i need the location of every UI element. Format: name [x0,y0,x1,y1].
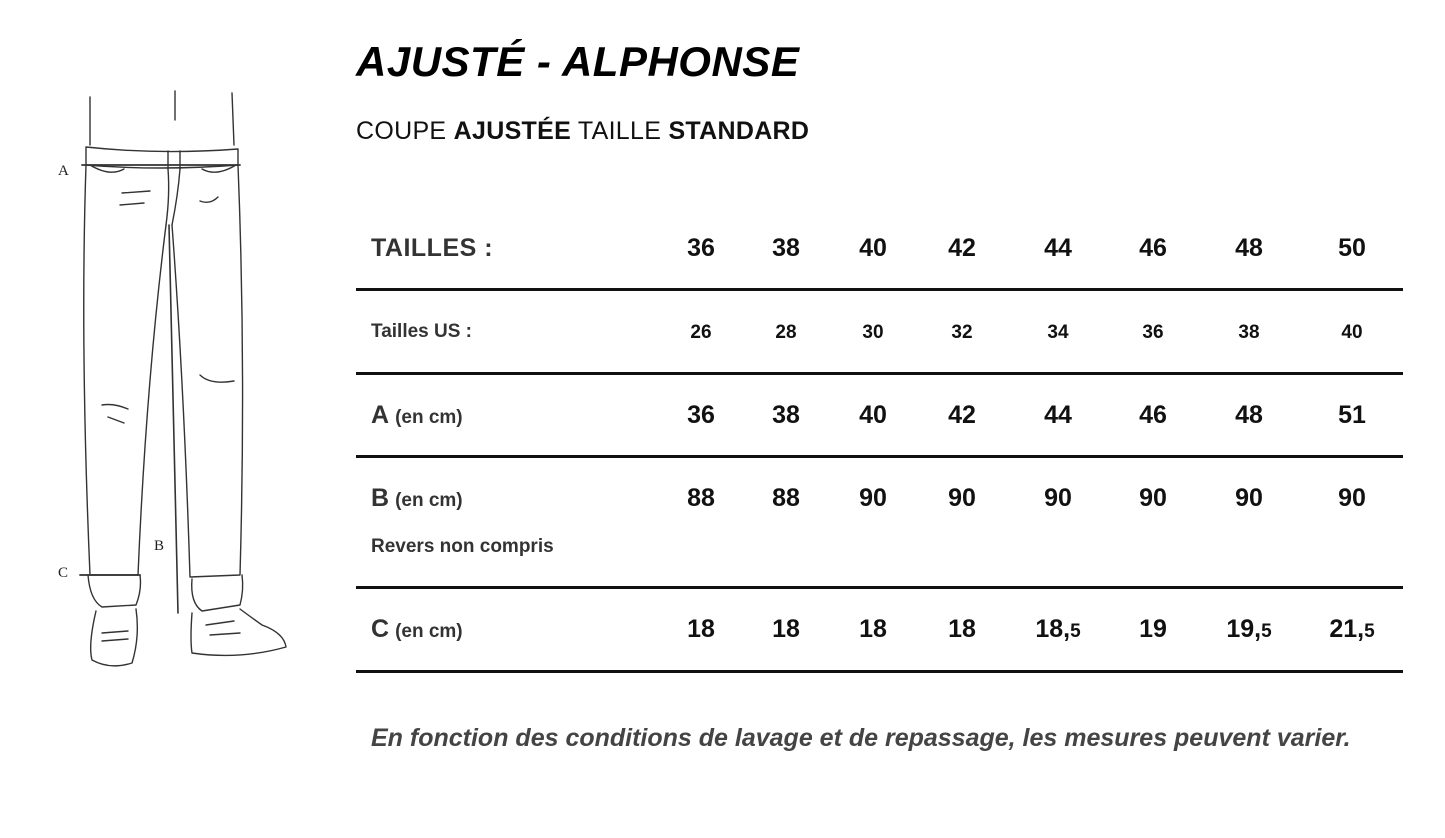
size-table [356,208,1403,673]
fit-subtitle [356,117,809,146]
measure-b-cell: 90 [1338,484,1366,512]
us-size-cell: 34 [1047,322,1069,343]
measure-a-cell: 51 [1338,401,1366,429]
measure-c-cell: 18,5 [1035,615,1081,643]
measure-b-note: Revers non compris [371,536,554,557]
measure-b-letter: B [371,484,390,512]
measure-a-row [356,375,1403,458]
measure-c-cell: 18 [772,615,800,643]
figure-label-c: C [58,565,69,581]
subtitle-fit: AJUSTÉE [453,117,572,145]
measure-a-cell: 40 [859,401,887,429]
us-size-cell: 40 [1341,322,1363,343]
measure-c-cell: 19 [1139,615,1167,643]
us-size-cell: 38 [1238,322,1260,343]
measure-c-unit: (en cm) [395,621,463,642]
measure-c-cell: 18 [687,615,715,643]
sizes-label: TAILLES : [371,234,494,262]
subtitle-waist: STANDARD [668,117,810,145]
measure-c-label [371,615,463,644]
measure-b-label [371,484,463,513]
size-cell: 44 [1044,234,1072,262]
measure-a-cell: 48 [1235,401,1263,429]
measure-b-cell: 90 [1235,484,1263,512]
measure-a-label [371,401,463,430]
measure-b-cell: 88 [687,484,715,512]
measure-a-cell: 38 [772,401,800,429]
figure-label-a: A [58,163,69,179]
sizes-row [356,208,1403,291]
size-cell: 36 [687,234,715,262]
measure-a-cell: 42 [948,401,976,429]
measure-b-row [356,458,1403,589]
measure-b-cell: 90 [1044,484,1072,512]
size-cell: 46 [1139,234,1167,262]
measure-b-cell: 90 [1139,484,1167,512]
measure-b-cell: 90 [859,484,887,512]
measure-c-letter: C [371,615,390,643]
size-cell: 50 [1338,234,1366,262]
measure-a-cell: 44 [1044,401,1072,429]
us-sizes-row [356,291,1403,375]
measure-c-cell: 21,5 [1329,615,1375,643]
size-cell: 38 [772,234,800,262]
measure-a-cell: 46 [1139,401,1167,429]
measure-a-unit: (en cm) [395,407,463,428]
measure-c-row [356,589,1403,673]
measure-a-letter: A [371,401,390,429]
size-cell: 42 [948,234,976,262]
figure-label-b: B [154,538,165,554]
measure-b-cell: 90 [948,484,976,512]
size-cell: 48 [1235,234,1263,262]
measure-c-cell: 18 [948,615,976,643]
measure-b-cell: 88 [772,484,800,512]
measure-c-cell: 19,5 [1226,615,1272,643]
us-size-cell: 30 [862,322,884,343]
us-sizes-label: Tailles US : [371,321,473,342]
subtitle-part1: COUPE [356,117,447,145]
measure-b-unit: (en cm) [395,490,463,511]
us-size-cell: 28 [775,322,797,343]
care-disclaimer: En fonction des conditions de lavage et de repassage, les mesures peuvent varier. [371,724,1351,752]
size-cell: 40 [859,234,887,262]
page-title: AJUSTÉ - ALPHONSE [356,38,800,85]
us-size-cell: 36 [1142,322,1164,343]
us-size-cell: 26 [690,322,712,343]
measure-c-cell: 18 [859,615,887,643]
measure-a-cell: 36 [687,401,715,429]
jeans-illustration [50,85,300,685]
us-size-cell: 32 [951,322,973,343]
subtitle-part2: TAILLE [577,117,662,145]
